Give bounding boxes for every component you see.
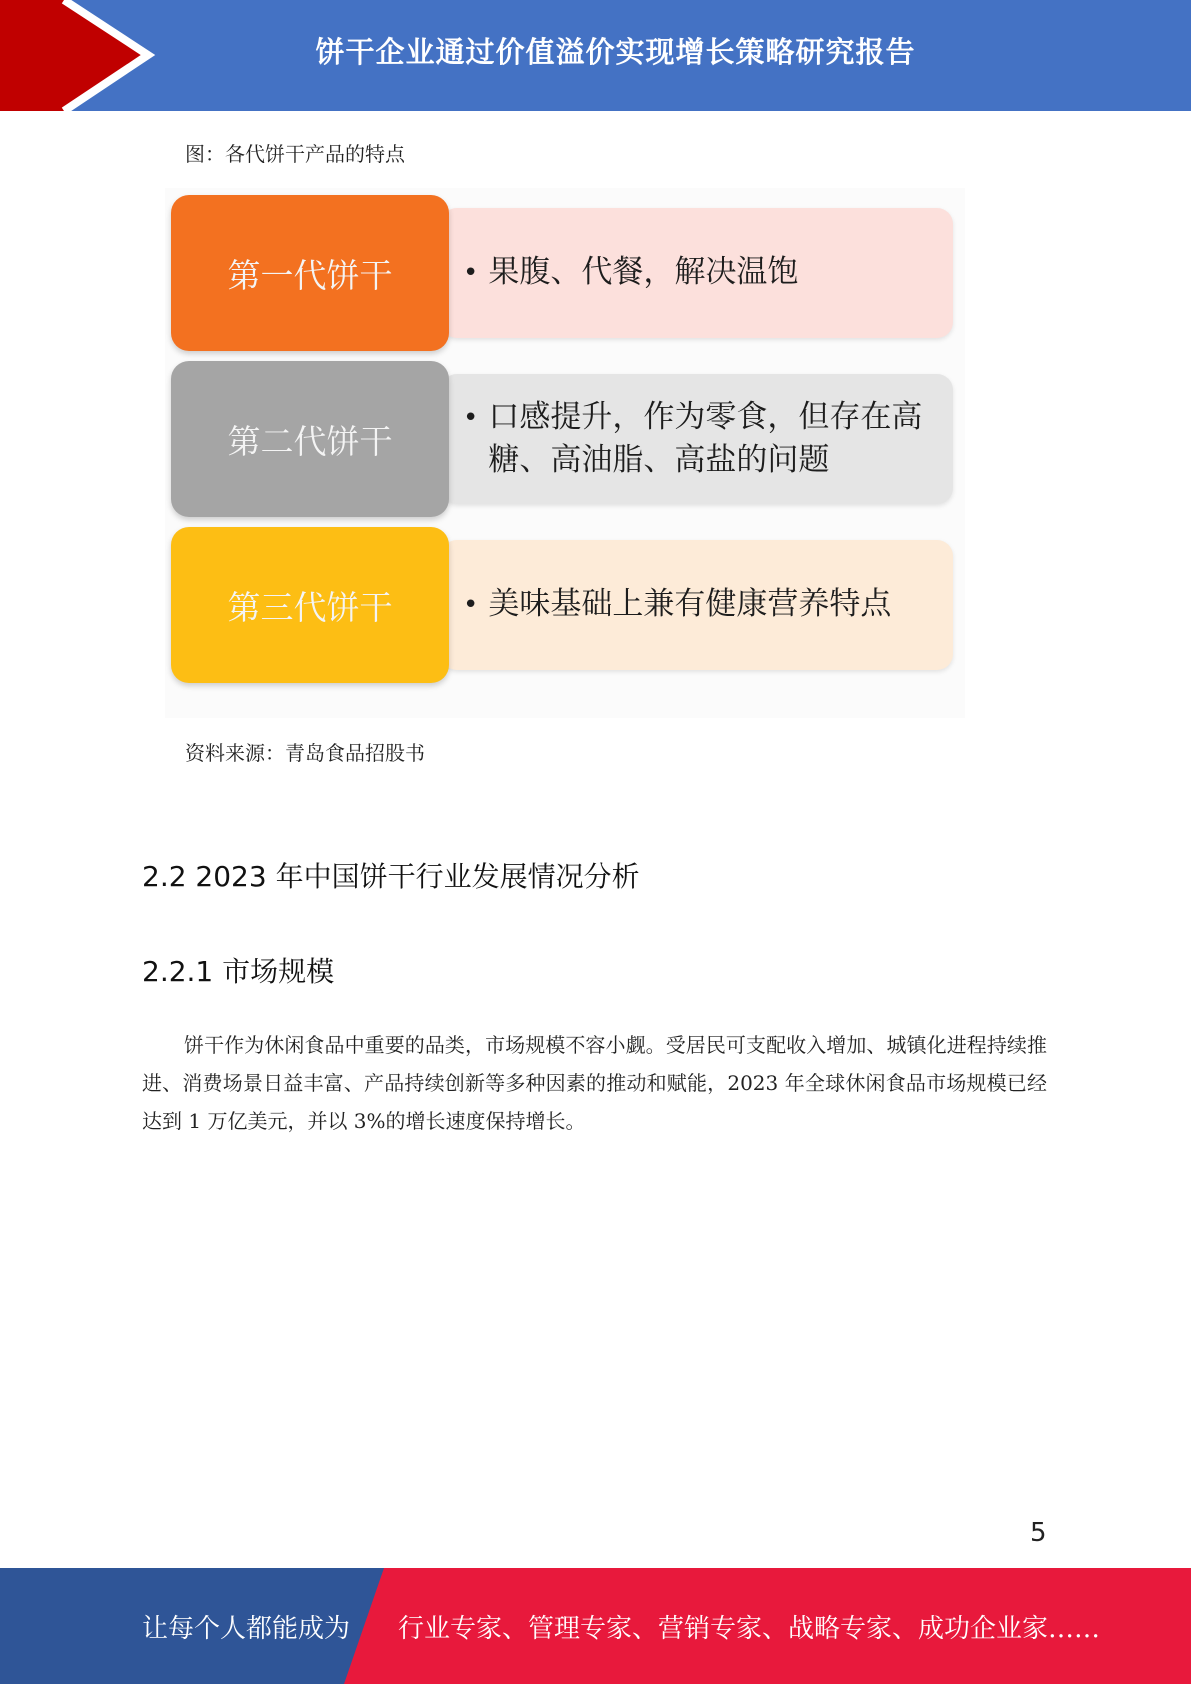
generation-desc-1	[441, 208, 953, 338]
body-paragraph: 饼干作为休闲食品中重要的品类，市场规模不容小觑。受居民可支配收入增加、城镇化进程持续推进、消费场景日益丰富、产品持续创新等多种因素的推动和赋能，2023 年全球休闲食品市场规模已经达到 1 万亿美元，并以 3%的增长速度保持增长。	[142, 1033, 1047, 1133]
generation-label-1: 第一代饼干	[171, 195, 449, 351]
report-title: 饼干企业通过价值溢价实现增长策略研究报告	[315, 34, 916, 69]
figure-caption: 图：各代饼干产品的特点	[185, 142, 405, 166]
subsection-heading: 2.2.1 市场规模	[142, 955, 335, 988]
generation-desc-text-2: 口感提升，作为零食，但存在高糖、高油脂、高盐的问题	[488, 398, 923, 478]
generation-label-3: 第三代饼干	[171, 527, 449, 683]
generation-desc-text-3: 美味基础上兼有健康营养特点	[488, 586, 892, 622]
generation-row-1	[171, 195, 961, 353]
generation-desc-2	[441, 374, 953, 504]
generation-row-3	[171, 527, 961, 685]
generation-desc-3	[441, 540, 953, 670]
generation-label-2: 第二代饼干	[171, 361, 449, 517]
biscuit-generations-figure	[165, 188, 965, 718]
generation-row-2	[171, 361, 961, 519]
generation-desc-text-1: 果腹、代餐，解决温饱	[488, 254, 799, 290]
section-heading: 2.2 2023 年中国饼干行业发展情况分析	[142, 860, 640, 893]
bullet-icon: •	[463, 590, 479, 620]
header-banner	[0, 0, 1191, 111]
footer-slogan-right: 行业专家、管理专家、营销专家、战略专家、成功企业家……	[398, 1613, 1101, 1644]
page-number: 5	[1030, 1518, 1047, 1548]
bullet-icon: •	[463, 258, 479, 288]
footer-slogan-left: 让每个人都能成为	[142, 1613, 351, 1644]
bullet-icon: •	[463, 402, 479, 433]
figure-source: 资料来源：青岛食品招股书	[185, 741, 425, 765]
footer-banner	[0, 1568, 1191, 1684]
